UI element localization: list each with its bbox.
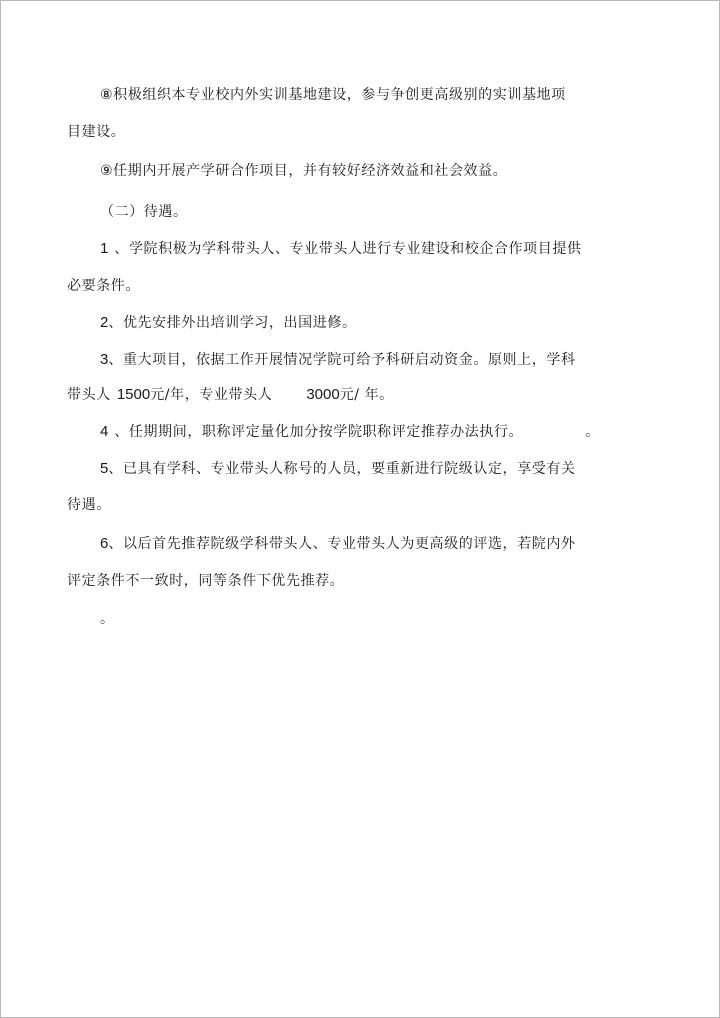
paragraph-6-line-1 [100,534,576,554]
end-mark: 。 [100,611,115,627]
paragraph-4-text: 、任期期间，职称评定量化加分按学院职称评定推荐办法执行。 [114,424,524,440]
paragraph-1-line-1 [100,239,582,259]
paragraph-2-text: 、优先安排外出培训学习，出国进修。 [108,315,357,331]
paragraph-3-text-c: 元/ 年。 [339,387,394,403]
amount-program-leader: 3000 [306,386,340,403]
item-8-line-2: 目建设。 [67,124,126,140]
amount-discipline-leader: 1500 [116,386,151,403]
paragraph-6-line-2: 评定条件不一致时，同等条件下优先推荐。 [67,573,345,589]
paragraph-4-trailing-mark: 。 [585,424,600,440]
paragraph-5-number: 5 [100,460,109,477]
paragraph-2-number: 2 [100,314,109,331]
paragraph-3-text: 、重大项目，依据工作开展情况学院可给予科研启动资金。原则上，学科 [108,352,576,368]
paragraph-4 [100,422,600,442]
paragraph-6-number: 6 [100,535,109,552]
paragraph-3-line-2 [67,385,394,405]
paragraph-1-number: 1 [100,240,109,257]
paragraph-1-line-2: 必要条件。 [67,278,140,294]
paragraph-3-text-b: 元/年，专业带头人 [150,387,273,403]
paragraph-3-line-1 [100,350,576,370]
paragraph-6-text: 、以后首先推荐院级学科带头人、专业带头人为更高级的评选，若院内外 [108,536,576,552]
paragraph-5-line-2: 待遇。 [67,497,111,513]
item-8-line-1: ⑧积极组织本专业校内外实训基地建设，参与争创更高级别的实训基地项 [100,87,566,103]
section-heading-treatment: （二）待遇。 [100,204,188,220]
paragraph-1-text: 、学院积极为学科带头人、专业带头人进行专业建设和校企合作项目提供 [114,241,582,257]
paragraph-5-line-1 [100,459,576,479]
paragraph-3-text-a: 带头人 [67,387,111,403]
item-9-line-1: ⑨任期内开展产学研合作项目，并有较好经济效益和社会效益。 [100,163,508,179]
paragraph-2 [100,313,357,333]
paragraph-5-text: 、已具有学科、专业带头人称号的人员，要重新进行院级认定，享受有关 [108,461,576,477]
paragraph-4-number: 4 [100,423,109,440]
paragraph-3-number: 3 [100,351,109,368]
